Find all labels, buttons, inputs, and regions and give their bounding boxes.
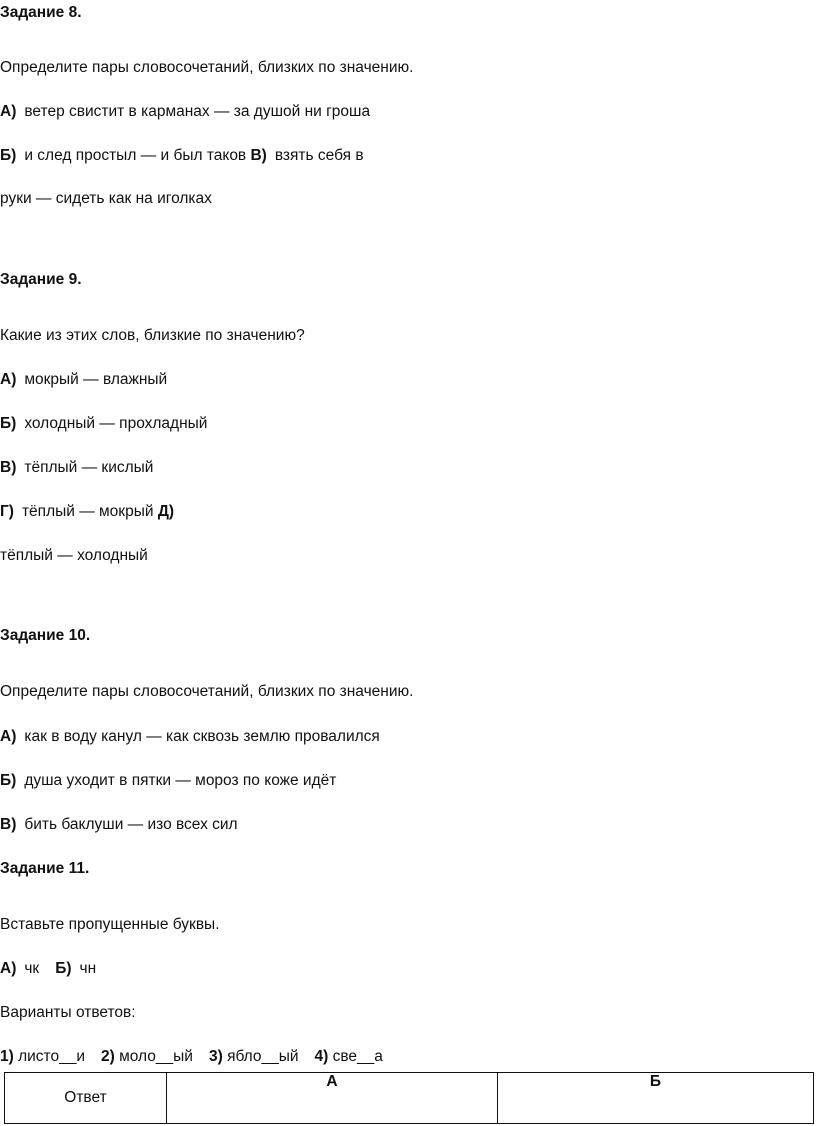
task9-option-d bbox=[0, 502, 174, 522]
task9-title: Задание 9. bbox=[0, 271, 82, 288]
task10-option-c-text: бить баклуши — изо всех сил bbox=[24, 816, 238, 833]
task11-title: Задание 11. bbox=[0, 860, 90, 877]
task8-option-c-text-2: руки — сидеть как на иголках bbox=[0, 190, 212, 207]
answer-table-header-cell: Ответ bbox=[5, 1073, 167, 1124]
task10-option-b-label: Б) bbox=[0, 772, 17, 789]
task8-option-c-label: В) bbox=[250, 147, 267, 164]
task9-option-a bbox=[0, 370, 167, 390]
task9-option-d-text: тёплый — мокрый bbox=[21, 503, 154, 520]
task10-option-a bbox=[0, 727, 380, 747]
task8-option-b bbox=[0, 146, 364, 166]
task9-question: Какие из этих слов, близкие по значению? bbox=[0, 327, 305, 344]
task11-option-a-label: А) bbox=[0, 960, 17, 977]
task11-option-b-text: чн bbox=[79, 960, 97, 977]
answer-table-cell-b[interactable]: Б bbox=[498, 1073, 814, 1124]
task9-option-e-label: Д) bbox=[157, 503, 175, 520]
task11-variant-2-text: моло__ый bbox=[119, 1048, 193, 1065]
task8-option-b-text: и след простыл — и был таков bbox=[24, 147, 247, 164]
task11-variants bbox=[0, 1047, 383, 1067]
task9-option-a-text: мокрый — влажный bbox=[24, 371, 168, 388]
task11-option-b-label: Б) bbox=[55, 960, 72, 977]
task9-option-c-label: В) bbox=[0, 459, 17, 476]
task11-option-a-text: чк bbox=[24, 960, 40, 977]
task10-option-c bbox=[0, 815, 238, 835]
task9-option-b bbox=[0, 414, 207, 434]
task8-title: Задание 8. bbox=[0, 4, 82, 21]
task11-variant-4-label: 4) bbox=[314, 1048, 329, 1065]
task9-option-a-label: А) bbox=[0, 371, 17, 388]
task10-option-a-text: как в воду канул — как сквозь землю провалился bbox=[24, 728, 380, 745]
task10-option-b bbox=[0, 771, 336, 791]
answer-table bbox=[4, 1072, 814, 1124]
task9-option-e-text: тёплый — холодный bbox=[0, 547, 148, 564]
task11-variant-2-label: 2) bbox=[101, 1048, 115, 1065]
answer-table-row bbox=[5, 1073, 814, 1124]
task10-question: Определите пары словосочетаний, близких по значению. bbox=[0, 683, 414, 700]
task11-variant-3-text: ябло__ый bbox=[227, 1048, 299, 1065]
task9-option-c-text: тёплый — кислый bbox=[24, 459, 154, 476]
task9-option-c bbox=[0, 458, 153, 478]
task9-option-b-label: Б) bbox=[0, 415, 17, 432]
task8-option-b-label: Б) bbox=[0, 147, 17, 164]
task9-option-d-label: Г) bbox=[0, 503, 14, 520]
task10-option-c-label: В) bbox=[0, 816, 17, 833]
task8-question: Определите пары словосочетаний, близких по значению. bbox=[0, 59, 414, 76]
task8-option-a bbox=[0, 102, 370, 122]
task10-option-a-label: А) bbox=[0, 728, 17, 745]
task10-option-b-text: душа уходит в пятки — мороз по коже идёт bbox=[24, 772, 337, 789]
task10-title: Задание 10. bbox=[0, 627, 91, 644]
task11-variant-1-text: листо__и bbox=[18, 1048, 86, 1065]
task8-option-c-text-1: взять себя в bbox=[274, 147, 364, 164]
task11-variant-3-label: 3) bbox=[208, 1048, 223, 1065]
task11-variants-label: Варианты ответов: bbox=[0, 1004, 136, 1021]
task11-variant-1-label: 1) bbox=[0, 1048, 14, 1065]
task8-option-a-label: А) bbox=[0, 103, 17, 120]
task11-variant-4-text: све__а bbox=[332, 1048, 383, 1065]
task9-option-b-text: холодный — прохладный bbox=[24, 415, 208, 432]
task11-question: Вставьте пропущенные буквы. bbox=[0, 916, 220, 933]
task8-option-a-text: ветер свистит в карманах — за душой ни гроша bbox=[24, 103, 371, 120]
answer-table-cell-a[interactable]: А bbox=[167, 1073, 498, 1124]
task11-options bbox=[0, 959, 96, 979]
